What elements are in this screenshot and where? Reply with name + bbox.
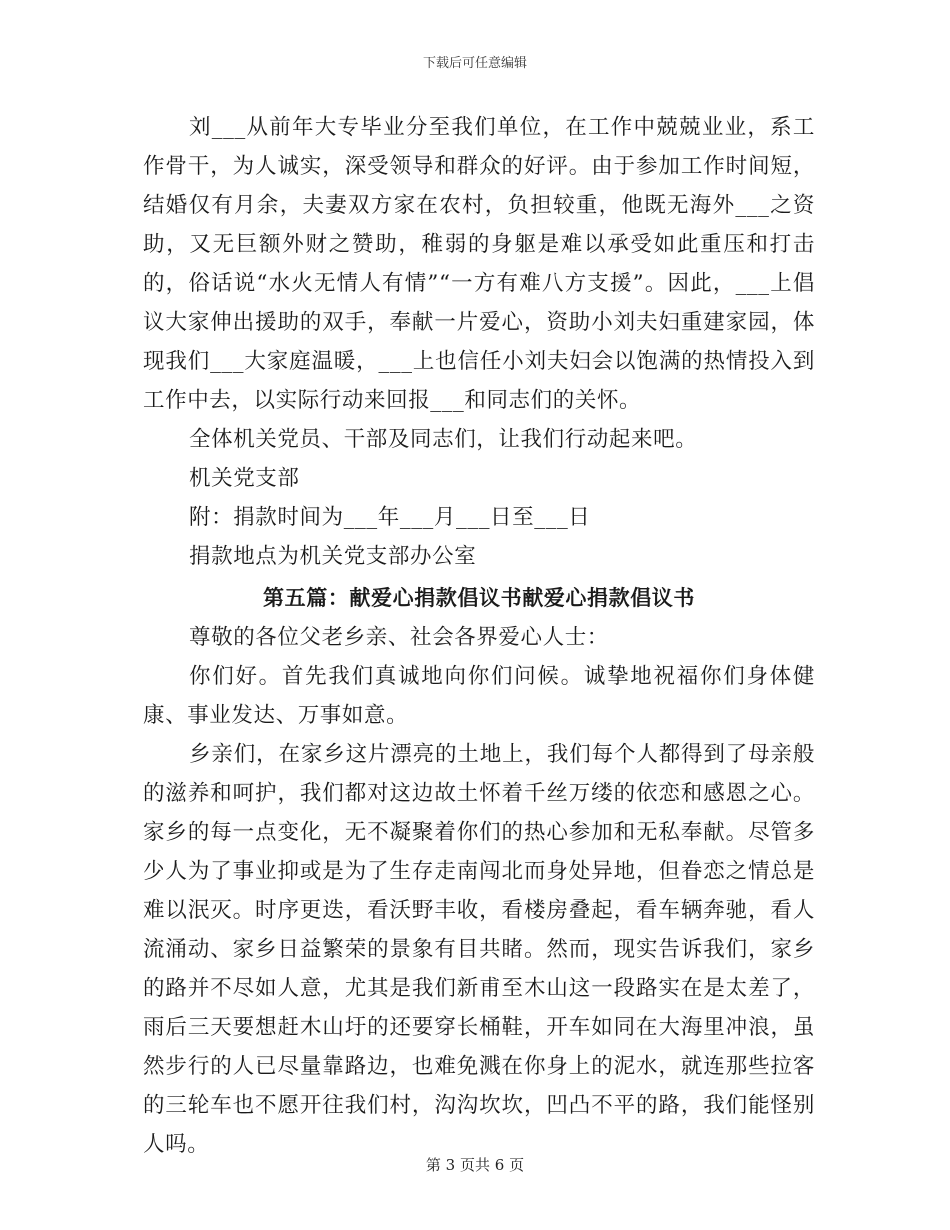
paragraph: 刘___从前年大专毕业分至我们单位，在工作中兢兢业业，系工作骨干，为人诚实，深受领导和群众的好评。由于参加工作时间短，结婚仅有月余，夫妻双方家在农村，负担较重，他既无海外___之资助，又无巨额外财之赞助，稚弱的身躯是难以承受如此重压和打击的，俗话说“水火无情人有情”“一方有难八方支援”。因此，___上倡议大家伸出援助的双手，奉献一片爱心，资助小刘夫妇重建家园，体现我们___大家庭温暖，___上也信任小刘夫妇会以饱满的热情投入到工作中去，以实际行动来回报___和同志们的关怀。 <box>143 115 815 413</box>
section-title: 第五篇：献爱心捐款倡议书献爱心捐款倡议书 <box>263 585 695 610</box>
page-footer: 第 3 页共 6 页 <box>425 1156 525 1174</box>
salutation: 尊敬的各位父老乡亲、社会各界爱心人士： <box>189 625 609 650</box>
paragraph: 你们好。首先我们真诚地向你们问候。诚挚地祝福你们身体健康、事业发达、万事如意。 <box>143 664 815 728</box>
paragraph: 乡亲们，在家乡这片漂亮的土地上，我们每个人都得到了母亲般的滋养和呵护，我们都对这边故土怀着千丝万缕的依恋和感恩之心。家乡的每一点变化，无不凝聚着你们的热心参加和无私奉献。尽管多少人为了事业抑或是为了生存走南闯北而身处异地，但眷恋之情总是难以泯灭。时序更迭，看沃野丰收，看楼房叠起，看车辆奔驰，看人流涌动、家乡日益繁荣的景象有目共睹。然而，现实告诉我们，家乡的路并不尽如人意，尤其是我们新甫至木山这一段路实在是太差了，雨后三天要想赶木山圩的还要穿长桶鞋，开车如同在大海里冲浪，虽然步行的人已尽量靠路边，也难免溅在你身上的泥水，就连那些拉客的三轮车也不愿开往我们村，沟沟坎坎，凹凸不平的路，我们能怪别人吗。 <box>143 742 815 1157</box>
page-header: 下载后可任意编辑 <box>422 56 527 71</box>
note-line: 附：捐款时间为___年___月___日至___日 <box>189 505 591 530</box>
paragraph: 全体机关党员、干部及同志们，让我们行动起来吧。 <box>189 427 698 452</box>
document-body <box>143 108 815 1164</box>
signature-line: 机关党支部 <box>189 466 300 491</box>
note-line: 捐款地点为机关党支部办公室 <box>189 544 477 569</box>
